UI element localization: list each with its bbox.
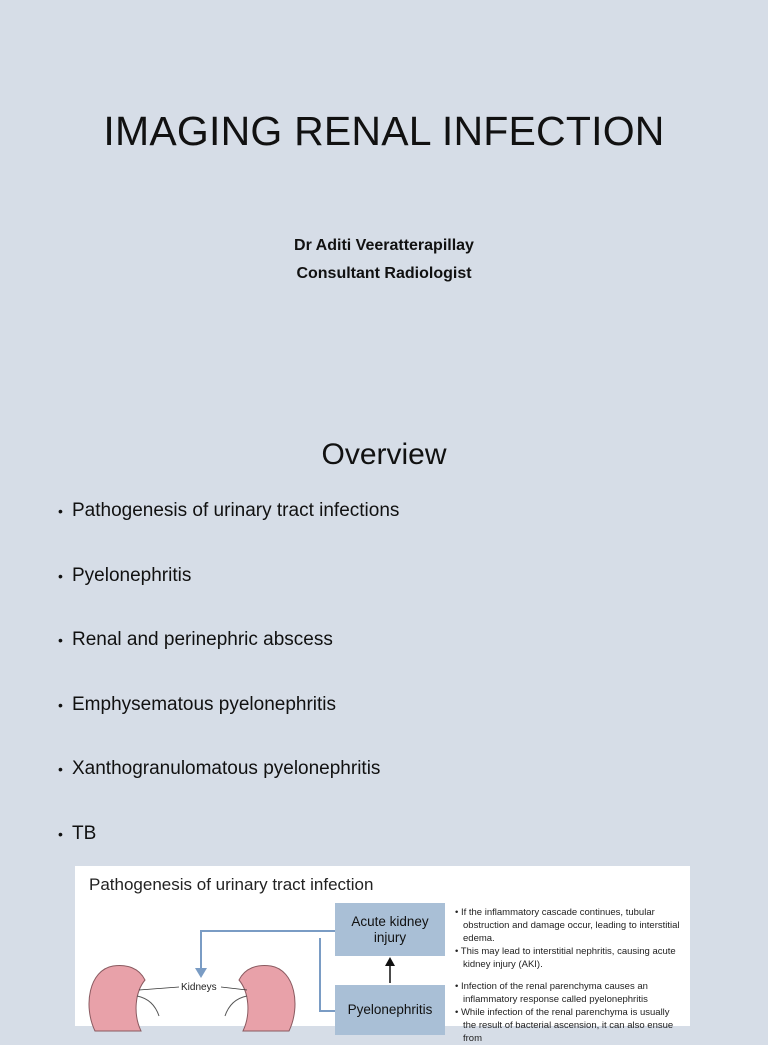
author-role: Consultant Radiologist (296, 265, 472, 282)
pyelonephritis-box: Pyelonephritis (335, 985, 445, 1035)
list-item: • Renal and perinephric abscess (58, 625, 399, 690)
bullet-icon: • (58, 632, 63, 649)
author-name: Dr Aditi Veeratterapillay (294, 237, 474, 254)
pathogenesis-figure (75, 866, 690, 1044)
acute-kidney-injury-box: Acute kidney injury (335, 903, 445, 956)
figure-title: Pathogenesis of urinary tract infection (89, 875, 374, 894)
note-item: • Infection of the renal parenchyma causes an inflammatory response called pyelonephritis (455, 981, 648, 1005)
bullet-icon: • (58, 825, 63, 842)
slide-title: IMAGING RENAL INFECTION (103, 108, 665, 154)
note-item: • While infection of the renal parenchyma is usually the result of bacterial ascension, it can also ensue from (455, 1007, 674, 1044)
connector-line (201, 931, 335, 970)
list-item: • Emphysematous pyelonephritis (58, 690, 399, 755)
arrow-down-icon (195, 968, 207, 978)
right-kidney-icon (239, 966, 295, 1031)
list-item: • Pyelonephritis (58, 561, 399, 626)
bullet-icon: • (58, 567, 63, 584)
list-item: • TB (58, 819, 399, 884)
bullet-icon: • (58, 503, 63, 519)
note-item: • This may lead to interstitial nephritis, causing acute kidney injury (AKI). (455, 946, 676, 970)
bullet-icon: • (58, 761, 63, 778)
aki-notes (455, 906, 685, 971)
connector-line (320, 938, 335, 1011)
pyelo-notes (455, 980, 685, 1045)
kidneys-label: Kidneys (181, 982, 217, 993)
overview-title: Overview (321, 438, 447, 471)
arrow-up-icon (385, 957, 395, 966)
author-block (0, 232, 768, 288)
left-kidney-icon (89, 966, 145, 1031)
list-item: • Pathogenesis of urinary tract infections (58, 496, 399, 561)
note-item: • If the inflammatory cascade continues, tubular obstruction and damage occur, leading to interstitial edema. (455, 907, 680, 944)
overview-list (58, 496, 399, 884)
list-item: • Xanthogranulomatous pyelonephritis (58, 754, 399, 819)
bullet-icon: • (58, 696, 63, 713)
